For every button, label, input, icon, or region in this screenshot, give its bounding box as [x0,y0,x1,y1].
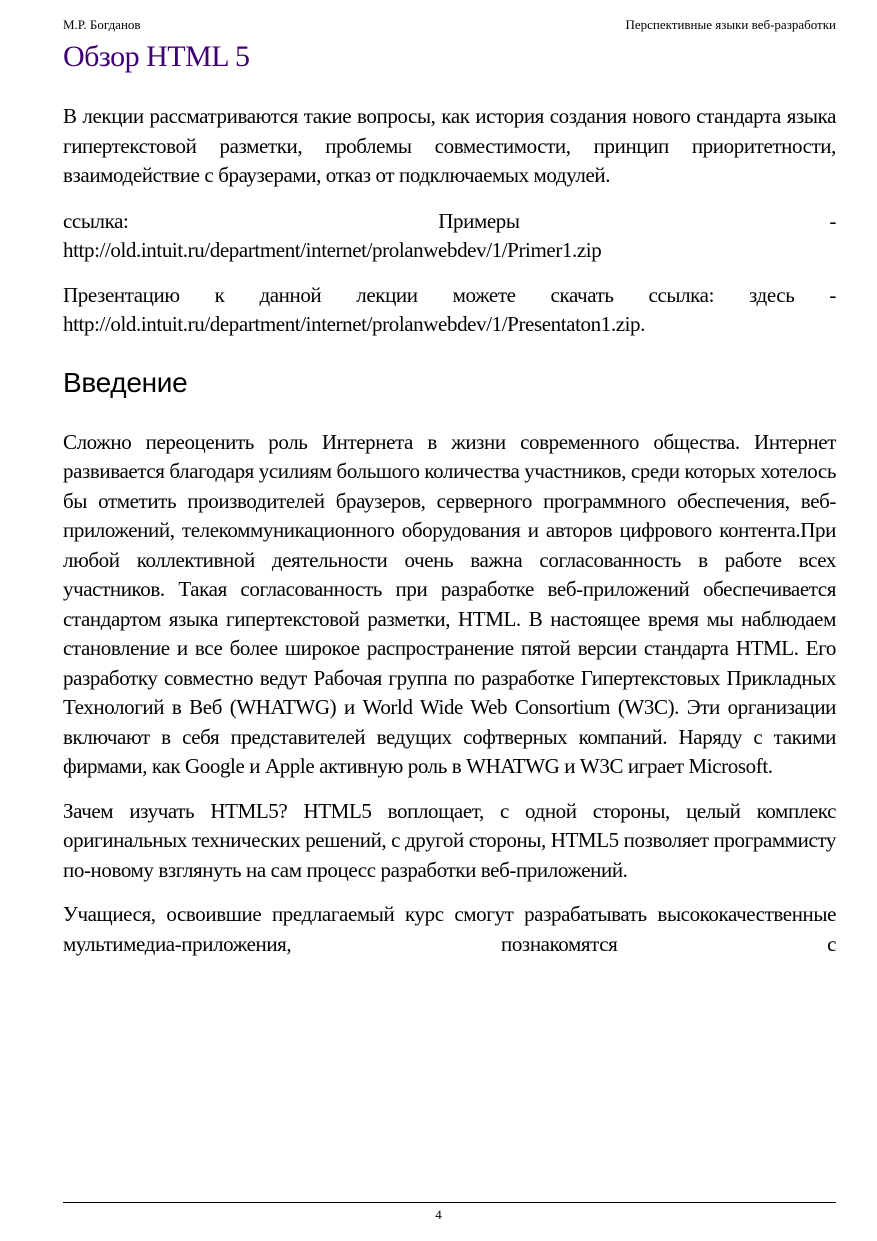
section-heading: Введение [63,366,188,398]
section-paragraph: Учащиеся, освоившие предлагаемый курс смогут разрабатывать высококачественные мультимедиа-приложения, познакомятся с [63,902,836,956]
page-number: 4 [435,1207,442,1222]
examples-link-text[interactable]: Примеры [438,208,520,233]
header-author: М.Р. Богданов [63,17,141,32]
section-paragraph: Сложно переоценить роль Интернета в жизни современного общества. Интернет развивается благодаря усилиям большого количества участников, среди которых хотелось бы отметить производителей браузеров, серверного программного обеспечения, веб-приложений, телекоммуникационного оборудования и авторов цифрового контента.При любой коллективной деятельности очень важна согласованность в работе всех участников. Такая согласованность при разработке веб-приложений обеспечивается стандартом языка гипертекстовой разметки, HTML. В настоящее время мы наблюдаем становление и все более широкое распространение пятой версии стандарта HTML. Его разработку совместно ведут Рабочая группа по разработке Гипертекстовых Прикладных Технологий в Веб (WHATWG) и World Wide Web Consortium (W3C). Эти организации включают в себя представителей ведущих софтверных компаний. Наряду с такими фирмами, как Google и Apple активную роль в WHATWG и W3C играет Microsoft. [63,429,837,778]
intro-paragraph: В лекции рассматриваются такие вопросы, как история создания нового стандарта языка гипертекстовой разметки, проблемы совместимости, принцип приоритетности, взаимодействие с браузерами, отказ от подключаемых модулей. [63,104,836,187]
presentation-line: Презентацию к данной лекции можете скачать ссылка: здесь - [63,282,836,307]
running-header [63,17,836,33]
examples-label: ссылка: [63,208,129,233]
examples-url[interactable]: http://old.intuit.ru/department/internet/prolanwebdev/1/Primer1.zip [63,238,602,262]
header-course-title: Перспективные языки веб-разработки [625,17,836,32]
footer-divider [63,1202,836,1203]
presentation-url[interactable]: http://old.intuit.ru/department/internet/prolanwebdev/1/Presentaton1.zip. [63,312,645,336]
page-title: Обзор HTML 5 [63,40,250,73]
examples-dash: - [829,208,836,233]
document-body [63,102,836,959]
section-paragraph: Зачем изучать HTML5? HTML5 воплощает, с одной стороны, целый комплекс оригинальных технических решений, с другой стороны, HTML5 позволяет программисту по-новому взглянуть на сам процесс разработки веб-приложений. [63,798,836,882]
examples-line [63,207,836,237]
